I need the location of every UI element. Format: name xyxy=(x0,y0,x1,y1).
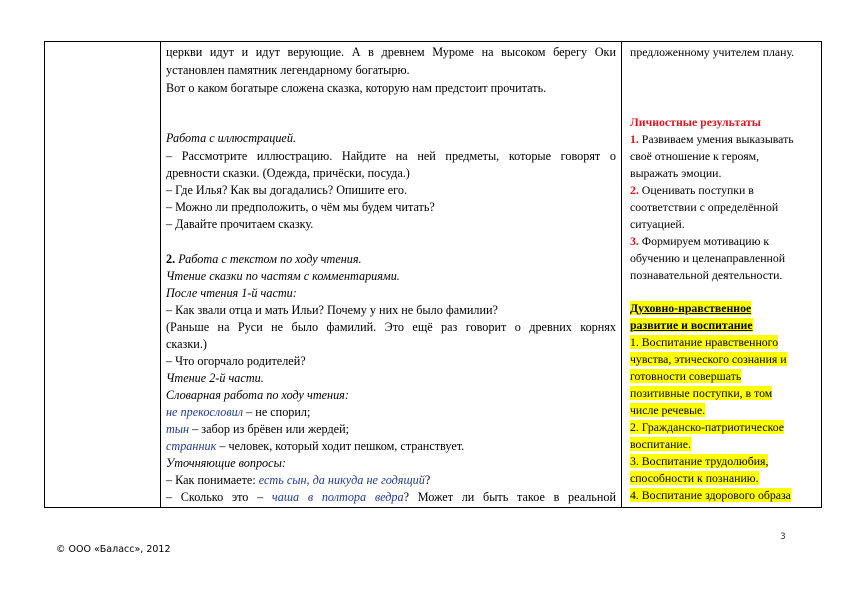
question-line: – Сколько это – чаша в полтора ведра? Может ли быть такое в реальной xyxy=(166,490,616,504)
result-item: 3. Формируем мотивацию к xyxy=(630,234,770,248)
text-line: – Что огорчало родителей? xyxy=(166,354,306,368)
text-line: воспитание. xyxy=(630,437,691,451)
moral-heading: развитие и воспитание xyxy=(630,318,753,332)
text-line: древности сказки. (Одежда, причёски, посуда.) xyxy=(166,166,410,180)
text-line: чувства, этического сознания и xyxy=(630,352,787,366)
moral-item: 1. Воспитание нравственного xyxy=(630,335,779,349)
result-item: 1. Развиваем умения выказывать xyxy=(630,132,794,146)
illustration-heading: Работа с иллюстрацией. xyxy=(166,131,296,145)
moral-item: 3. Воспитание трудолюбия, xyxy=(630,454,769,468)
personal-results-heading: Личностные результаты xyxy=(630,115,761,129)
text-line: готовности совершать xyxy=(630,369,742,383)
vocab-item: не прекословил – не спорил; xyxy=(166,405,311,419)
text-line: церкви идут и идут верующие. А в древнем Муроме на высоком берегу Оки xyxy=(166,45,616,59)
moral-item: 2. Гражданско-патриотическое xyxy=(630,420,784,434)
lesson-table xyxy=(44,41,822,508)
text-line: соответствии с определённой xyxy=(630,200,779,214)
results-column xyxy=(622,42,821,507)
result-item: 2. Оценивать поступки в xyxy=(630,183,754,197)
clarify-heading: Уточняющие вопросы: xyxy=(166,456,286,470)
vocab-item: тын – забор из брёвен или жердей; xyxy=(166,422,349,436)
text-line: – Рассмотрите иллюстрацию. Найдите на ней предметы, которые говорят о xyxy=(166,149,616,163)
text-line: познавательной деятельности. xyxy=(630,268,783,282)
text-line: – Давайте прочитаем сказку. xyxy=(166,217,314,231)
stage-column xyxy=(45,42,161,507)
page-number: 3 xyxy=(780,532,786,542)
text-line: ситуацией. xyxy=(630,217,685,231)
text-line: выражать эмоции. xyxy=(630,166,722,180)
text-line: (Раньше на Руси не было фамилий. Это ещё раз говорит о древних корнях xyxy=(166,320,616,334)
text-line: – Где Илья? Как вы догадались? Опишите его. xyxy=(166,183,407,197)
text-line: предложенному учителем плану. xyxy=(630,45,795,59)
text-line: Чтение сказки по частям с комментариями. xyxy=(166,269,400,283)
moral-heading: Духовно-нравственное xyxy=(630,301,752,315)
text-line: своё отношение к героям, xyxy=(630,149,760,163)
question-line: – Как понимаете: есть сын, да никуда не годящий? xyxy=(166,473,431,487)
text-line: Вот о каком богатыре сложена сказка, которую нам предстоит прочитать. xyxy=(166,81,547,95)
text-line: установлен памятник легендарному богатырю. xyxy=(166,63,410,77)
text-line: – Как звали отца и мать Ильи? Почему у них не было фамилии? xyxy=(166,303,498,317)
vocab-item: странник – человек, который ходит пешком, странствует. xyxy=(166,439,465,453)
copyright-footer: © ООО «Баласс», 2012 xyxy=(56,544,171,555)
teacher-activity-column xyxy=(161,42,622,507)
text-line: способности к познанию. xyxy=(630,471,759,485)
section-2-heading: 2. Работа с текстом по ходу чтения. xyxy=(166,252,362,266)
text-line: обучению и целенаправленной xyxy=(630,251,786,265)
text-line: После чтения 1-й части: xyxy=(166,286,297,300)
text-line: сказки.) xyxy=(166,337,207,351)
vocab-heading: Словарная работа по ходу чтения: xyxy=(166,388,349,402)
text-line: позитивные поступки, в том xyxy=(630,386,773,400)
moral-item: 4. Воспитание здорового образа xyxy=(630,488,791,502)
text-line: Чтение 2-й части. xyxy=(166,371,264,385)
text-line: числе речевые. xyxy=(630,403,706,417)
text-line: – Можно ли предположить, о чём мы будем читать? xyxy=(166,200,435,214)
